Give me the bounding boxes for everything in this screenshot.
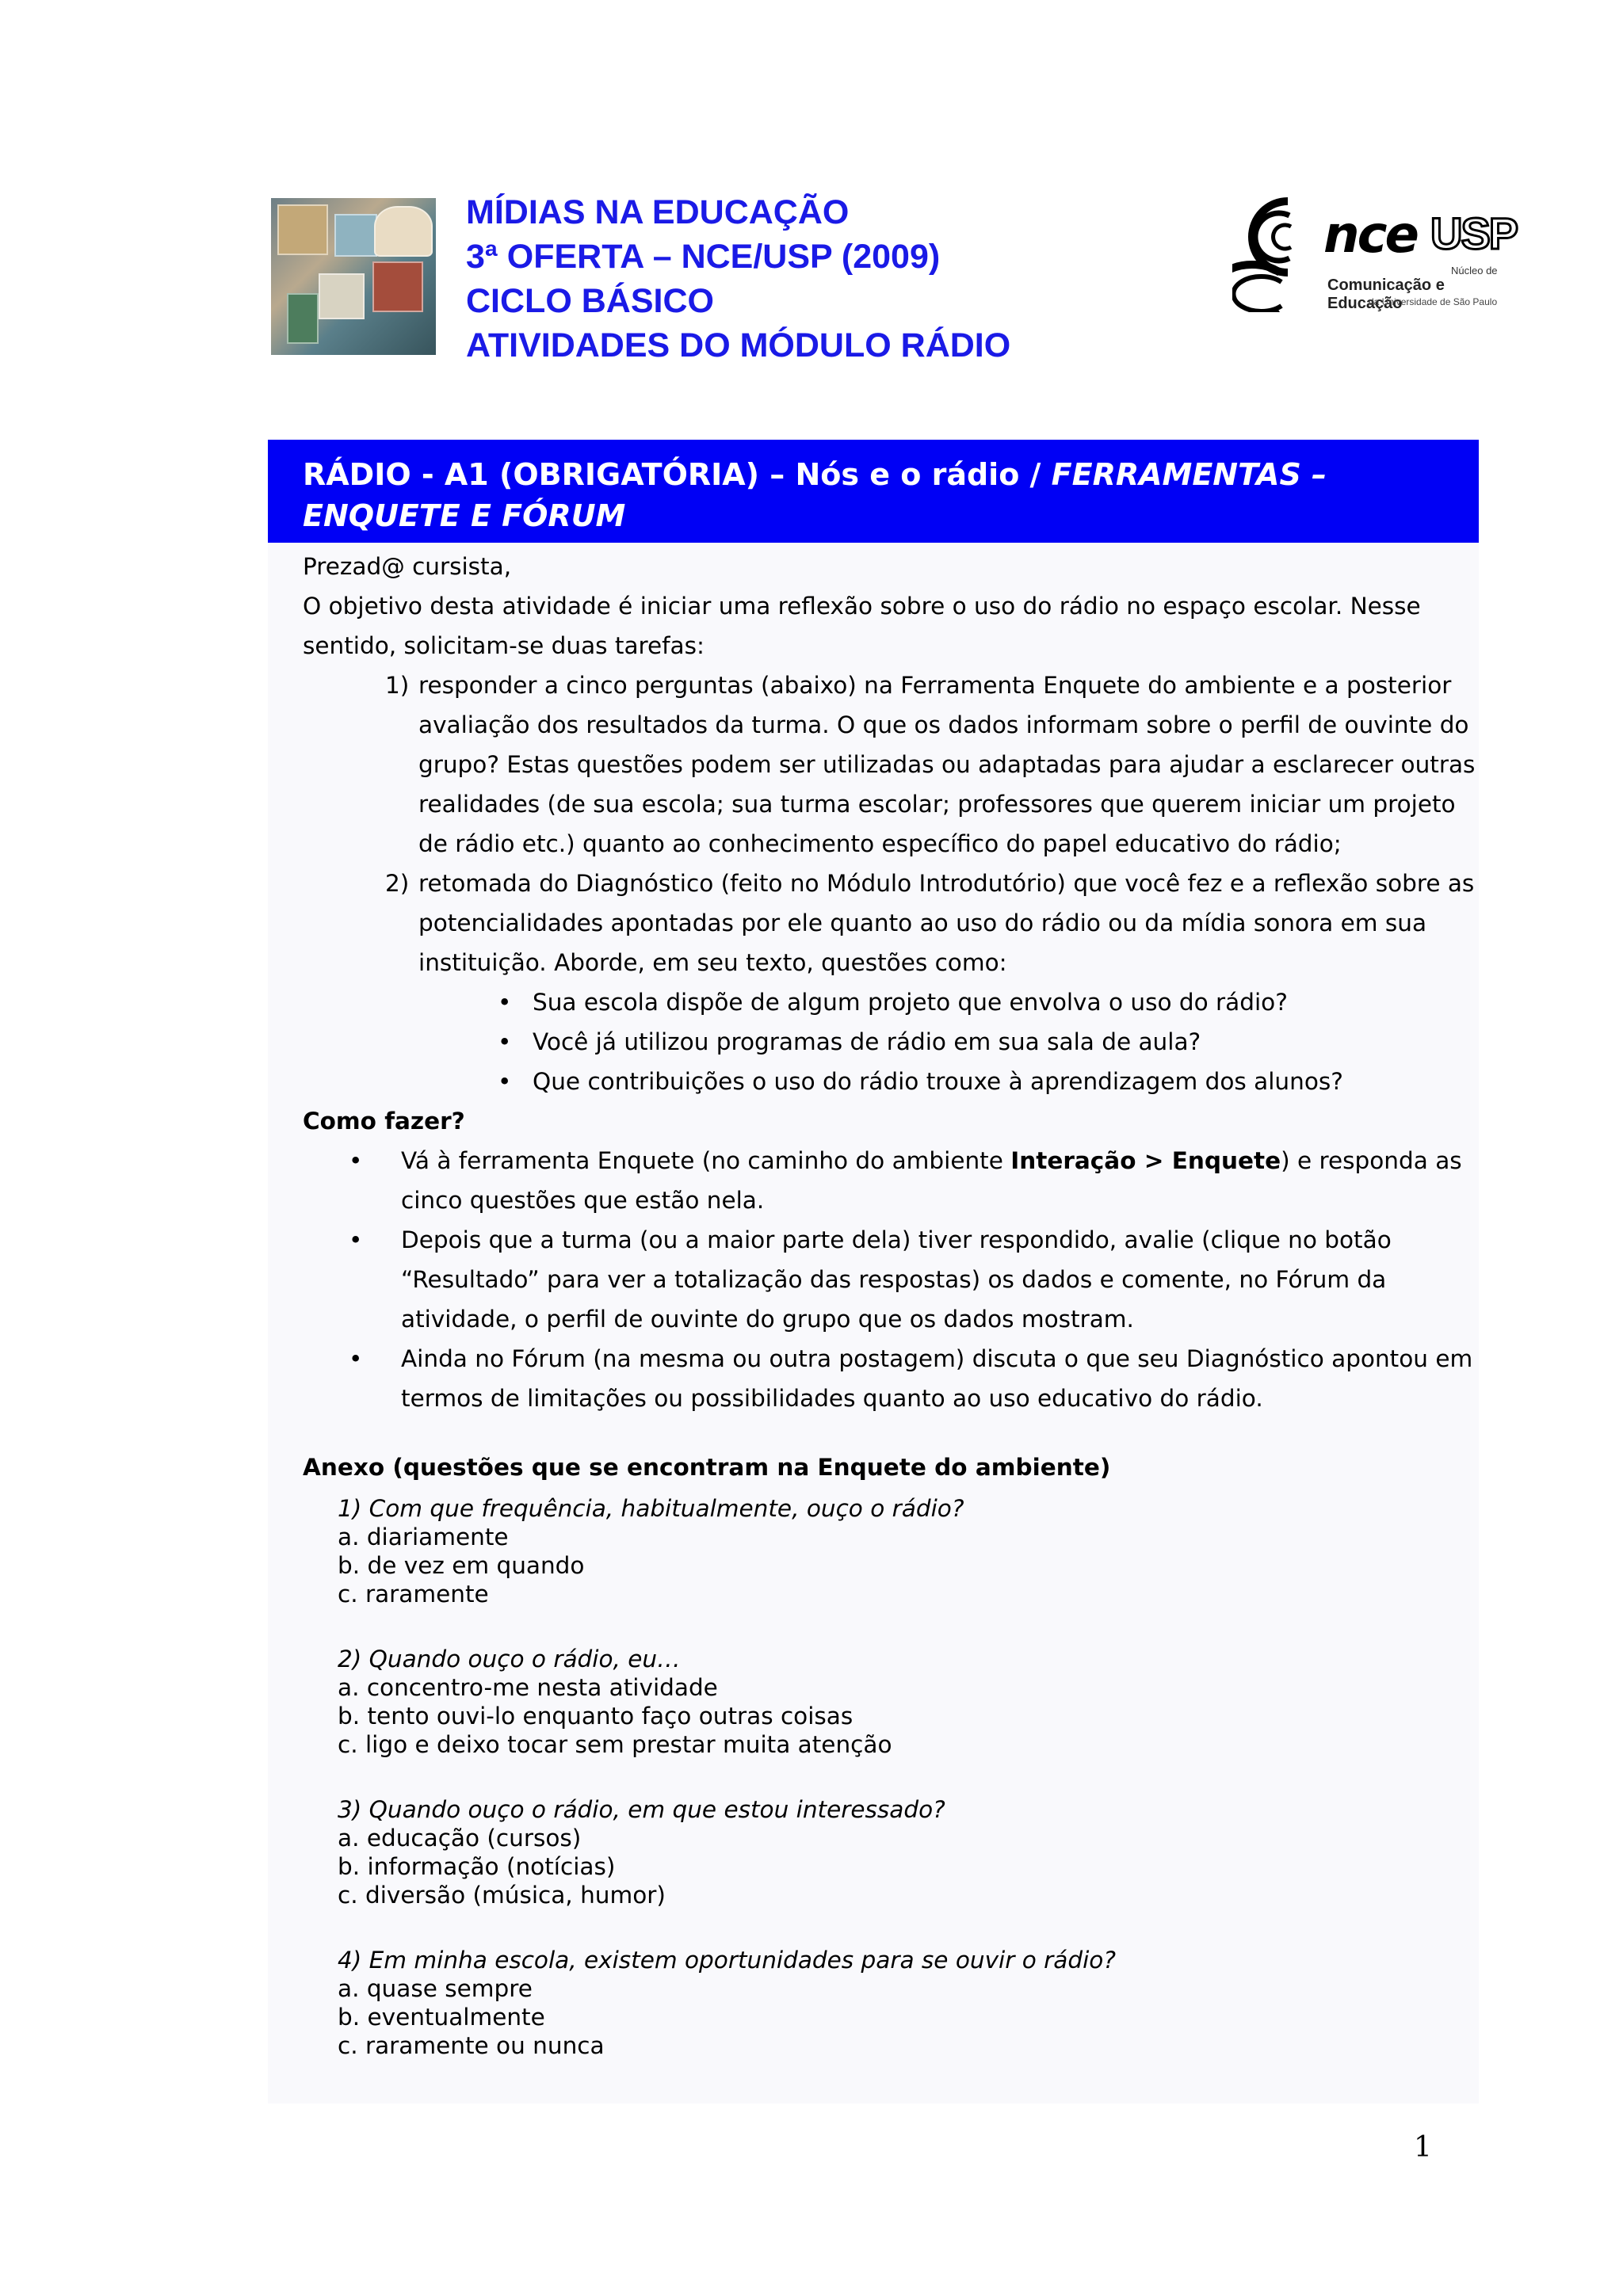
bullet-icon: • <box>498 1028 512 1055</box>
question-option: a. diariamente <box>338 1524 509 1550</box>
logo-subtitle-3: da Universidade de São Paulo <box>1369 296 1498 307</box>
title-line-1: MÍDIAS NA EDUCAÇÃO <box>466 193 850 231</box>
question-text: 4) Em minha escola, existem oportunidades para se ouvir o rádio? <box>338 1947 1116 1974</box>
task2-bullet <box>303 1062 1476 1101</box>
bullet-icon: • <box>498 989 512 1016</box>
task-item <box>303 666 1476 864</box>
question-option: b. eventualmente <box>338 2004 545 2031</box>
task-item <box>303 864 1476 982</box>
question-text: 1) Com que frequência, habitualmente, ouço o rádio? <box>338 1495 964 1522</box>
bullet-icon: • <box>349 1226 363 1253</box>
bullet-text: Que contribuições o uso do rádio trouxe à aprendizagem dos alunos? <box>533 1068 1343 1095</box>
question-option: c. raramente <box>338 1581 489 1608</box>
task-text: retomada do Diagnóstico (feito no Módulo Introdutório) que você fez e a reflexão sobre as potencialidades apontadas por ele quanto ao uso do rádio ou da mídia sonora em sua instituição. Aborde, em seu texto, questões como: <box>418 870 1475 976</box>
logo-nce-text: nce <box>1323 206 1417 265</box>
question-option: c. diversão (música, humor) <box>338 1882 666 1909</box>
activity-body <box>303 547 1476 1418</box>
title-line-3: CICLO BÁSICO <box>466 282 714 320</box>
title-line-4: ATIVIDADES DO MÓDULO RÁDIO <box>466 326 1011 364</box>
intro-paragraph: O objetivo desta atividade é iniciar uma reflexão sobre o uso do rádio no espaço escolar. Nesse sentido, solicitam-se duas tarefas: <box>303 593 1421 659</box>
bullet-icon: • <box>498 1068 512 1095</box>
logo-subtitle-2: Comunicação e Educação <box>1327 277 1445 312</box>
how-step <box>303 1141 1476 1220</box>
document-titles <box>466 190 1010 368</box>
question-option: b. de vez em quando <box>338 1552 585 1579</box>
how-step <box>303 1339 1476 1418</box>
annex-question <box>338 1946 1116 2060</box>
question-option: c. raramente ou nunca <box>338 2032 605 2059</box>
question-option: b. tento ouvi-lo enquanto faço outras coisas <box>338 1703 854 1730</box>
question-text: 3) Quando ouço o rádio, em que estou interessado? <box>338 1796 945 1823</box>
annex-question <box>338 1645 892 1759</box>
activity-title-plain: RÁDIO - A1 (OBRIGATÓRIA) – Nós e o rádio / <box>303 457 1052 492</box>
question-option: a. educação (cursos) <box>338 1825 582 1852</box>
question-option: a. concentro-me nesta atividade <box>338 1674 718 1701</box>
activity-title <box>303 454 1436 536</box>
bullet-text: Você já utilizou programas de rádio em sua sala de aula? <box>533 1028 1201 1055</box>
page-number: 1 <box>1414 2131 1432 2164</box>
midias-na-educacao-logo <box>271 198 436 355</box>
nce-usp-logo <box>1232 185 1518 312</box>
logo-usp-text: USP <box>1430 208 1518 258</box>
how-step-text-end: ) e responda as cinco questões que estão nela. <box>401 1147 1462 1214</box>
bullet-icon: • <box>349 1345 363 1372</box>
annex-question <box>338 1795 945 1909</box>
how-step <box>303 1220 1476 1339</box>
how-step-text: Vá à ferramenta Enquete (no caminho do ambiente <box>401 1147 1011 1174</box>
logo-subtitle-1: Núcleo de <box>1451 265 1498 277</box>
how-to-heading: Como fazer? <box>303 1108 465 1135</box>
task2-bullet <box>303 982 1476 1022</box>
title-line-2: 3ª OFERTA – NCE/USP (2009) <box>466 238 941 276</box>
activity-header-bar <box>268 440 1479 543</box>
question-option: b. informação (notícias) <box>338 1853 616 1880</box>
question-text: 2) Quando ouço o rádio, eu… <box>338 1646 681 1672</box>
question-option: c. ligo e deixo tocar sem prestar muita atenção <box>338 1731 892 1758</box>
task-number: 2) <box>385 870 410 897</box>
question-option: a. quase sempre <box>338 1975 533 2002</box>
how-step-text: Depois que a turma (ou a maior parte dela) tiver respondido, avalie (clique no botão “Resultado” para ver a totalização das respostas) os dados e comente, no Fórum da atividade, o perfil de ouvinte do grupo que os dados mostram. <box>401 1226 1392 1333</box>
bullet-text: Sua escola dispõe de algum projeto que envolva o uso do rádio? <box>533 989 1288 1016</box>
annex-section <box>303 1451 1460 1483</box>
task-number: 1) <box>385 672 410 699</box>
annex-title: Anexo (questões que se encontram na Enquete do ambiente) <box>303 1454 1111 1481</box>
how-step-path: Interação > Enquete <box>1010 1147 1281 1174</box>
nce-swirl-icon <box>1232 185 1335 312</box>
activity-title-italic: FERRAMENTAS – ENQUETE E FÓRUM <box>303 457 1327 533</box>
greeting: Prezad@ cursista, <box>303 553 512 580</box>
how-step-text: Ainda no Fórum (na mesma ou outra postagem) discuta o que seu Diagnóstico apontou em termos de limitações ou possibilidades quanto ao uso educativo do rádio. <box>401 1345 1473 1412</box>
bullet-icon: • <box>349 1147 363 1174</box>
annex-question <box>338 1494 964 1608</box>
task2-bullet <box>303 1022 1476 1062</box>
task-text: responder a cinco perguntas (abaixo) na Ferramenta Enquete do ambiente e a posterior avaliação dos resultados da turma. O que os dados informam sobre o perfil de ouvinte do grupo? Estas questões podem ser utilizadas ou adaptadas para ajudar a esclarecer outras realidades (de sua escola; sua turma escolar; professores que querem iniciar um projeto de rádio etc.) quanto ao conhecimento específico do papel educativo do rádio; <box>418 672 1476 857</box>
